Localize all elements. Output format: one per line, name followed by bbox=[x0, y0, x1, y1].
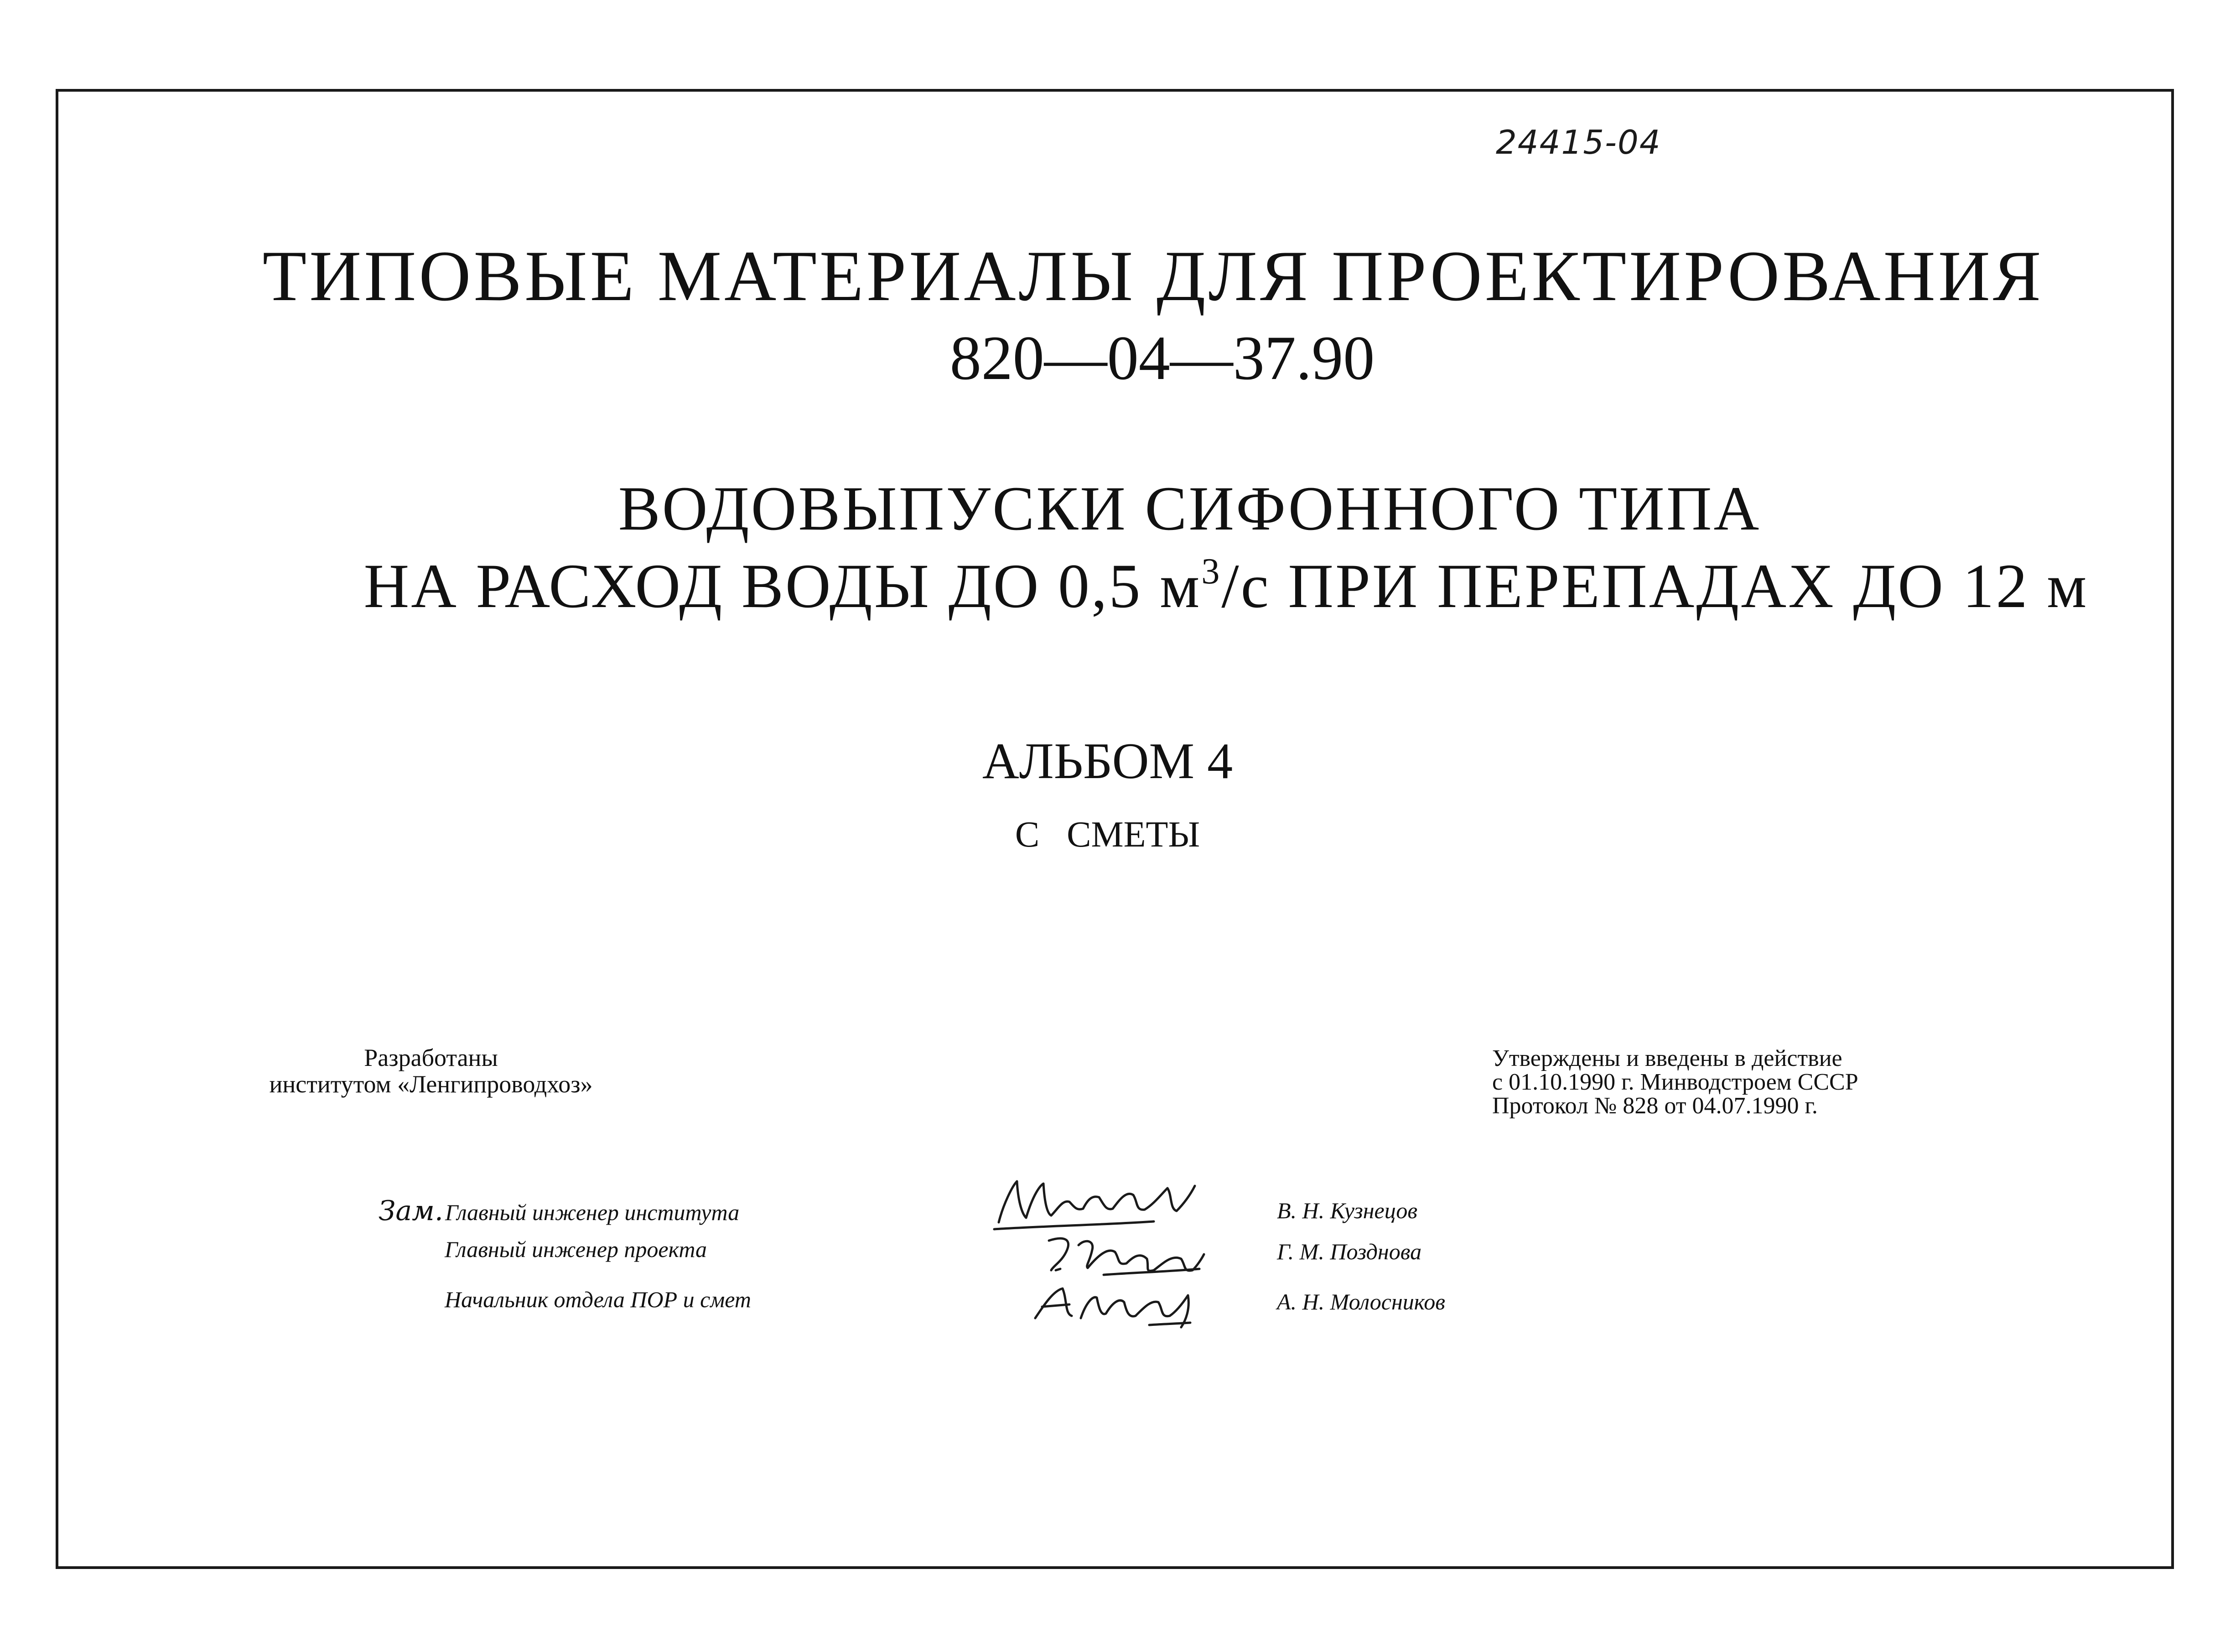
subtitle-line-1: ВОДОВЫПУСКИ СИФОННОГО ТИПА bbox=[618, 473, 1761, 543]
handwritten-signature-1 bbox=[990, 1168, 1199, 1236]
document-title: ТИПОВЫЕ МАТЕРИАЛЫ ДЛЯ ПРОЕКТИРОВАНИЯ bbox=[262, 236, 2044, 316]
album-section-letter: С bbox=[1015, 815, 1040, 855]
signatory-role-prefix: Зам. bbox=[379, 1195, 443, 1227]
handwritten-signature-3 bbox=[1026, 1277, 1199, 1332]
signatory-name-1: В. Н. Кузнецов bbox=[1277, 1198, 1418, 1223]
subtitle-line-2-suffix: /с ПРИ ПЕРЕПАДАХ ДО 12 м bbox=[1221, 551, 2089, 621]
developed-by-line-2: институтом «Ленгипроводхоз» bbox=[269, 1070, 593, 1098]
developed-by-line-1: Разработаны bbox=[364, 1044, 498, 1071]
signatory-role-3: Начальник отдела ПОР и смет bbox=[445, 1287, 751, 1312]
signatory-role-text: Главный инженер института bbox=[445, 1200, 740, 1225]
album-title: АЛЬБОМ 4 bbox=[982, 733, 1233, 790]
signatory-role-2: Главный инженер проекта bbox=[445, 1236, 707, 1262]
handwritten-signature-2 bbox=[1035, 1227, 1209, 1282]
approval-line-1: Утверждены и введены в действие bbox=[1492, 1045, 1842, 1071]
signatory-role-1 bbox=[379, 1195, 739, 1227]
signatory-name-3: А. Н. Молосников bbox=[1277, 1289, 1445, 1314]
document-number: 24415-04 bbox=[1496, 123, 1661, 161]
album-section bbox=[0, 814, 2215, 856]
approval-line-3: Протокол № 828 от 04.07.1990 г. bbox=[1492, 1093, 1818, 1119]
album-section-name: СМЕТЫ bbox=[1067, 815, 1200, 855]
document-code: 820—04—37.90 bbox=[949, 323, 1375, 393]
signatory-name-2: Г. М. Позднова bbox=[1277, 1239, 1422, 1264]
approval-line-2: с 01.10.1990 г. Минводстроем СССР bbox=[1492, 1069, 1858, 1095]
subtitle-line-2-prefix: НА РАСХОД ВОДЫ ДО 0,5 м bbox=[363, 551, 1202, 621]
subtitle-line-2 bbox=[119, 550, 2215, 622]
developed-by-block bbox=[214, 1044, 648, 1097]
approval-block bbox=[1492, 1047, 1858, 1118]
subtitle-line-2-superscript: 3 bbox=[1201, 551, 1222, 592]
